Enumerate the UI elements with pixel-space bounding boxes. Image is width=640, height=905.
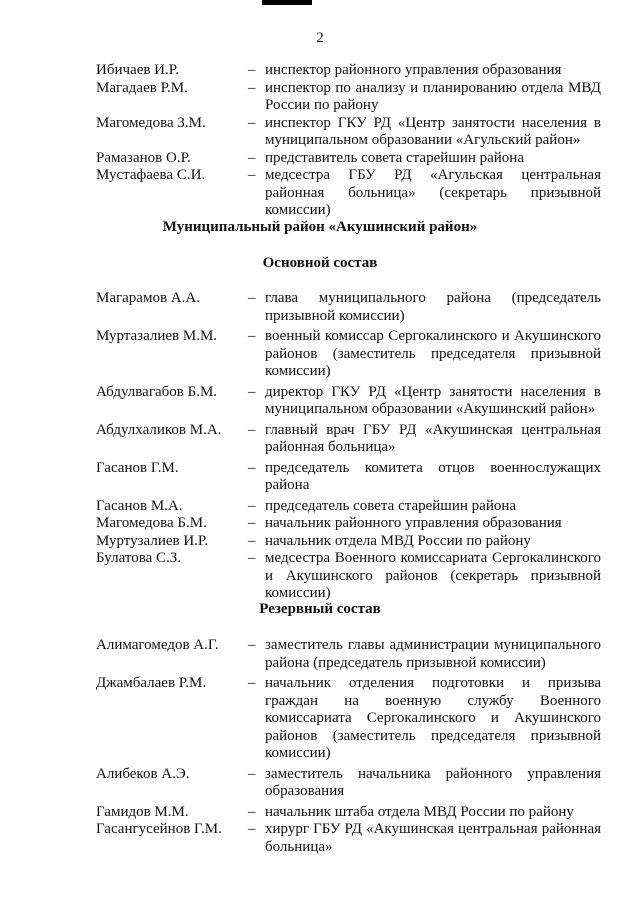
member-role: заместитель главы администрации муниципального района (председатель призывной комиссии) bbox=[265, 637, 601, 671]
member-name: Джамбалаев Р.М. bbox=[96, 675, 207, 691]
member-name: Муртузалиев И.Р. bbox=[96, 532, 209, 549]
main-composition-heading: Основной состав bbox=[262, 255, 378, 271]
member-name: Магадаев Р.М. bbox=[96, 79, 188, 96]
member-role: председатель совета старейшин района bbox=[265, 497, 517, 514]
member-name: Мустафаева С.И. bbox=[96, 167, 206, 183]
district-title: Муниципальный район «Акушинский район» bbox=[162, 219, 478, 235]
dash: – bbox=[248, 803, 256, 820]
section1-list bbox=[96, 62, 601, 220]
list-item bbox=[96, 167, 601, 220]
dash: – bbox=[248, 550, 256, 566]
list-item bbox=[96, 80, 601, 115]
list-item bbox=[96, 498, 601, 516]
dash: – bbox=[248, 515, 256, 531]
list-item bbox=[96, 384, 601, 419]
list-item bbox=[96, 290, 601, 325]
dash: – bbox=[248, 765, 256, 782]
member-name: Рамазанов О.Р. bbox=[96, 149, 191, 166]
list-item bbox=[96, 533, 601, 551]
member-role: медсестра ГБУ РД «Агульская центральная районная больница» (секретарь призывной комиссии) bbox=[265, 167, 601, 218]
dash: – bbox=[248, 821, 256, 837]
dash: – bbox=[248, 167, 256, 183]
member-role: инспектор районного управления образования bbox=[265, 62, 562, 78]
member-name: Абдулвагабов Б.М. bbox=[96, 383, 218, 400]
member-role: главный врач ГБУ РД «Акушинская центральная районная больница» bbox=[265, 421, 601, 455]
reserve-composition-list bbox=[96, 637, 601, 856]
list-item bbox=[96, 821, 601, 856]
list-item bbox=[96, 328, 601, 381]
dash: – bbox=[248, 79, 256, 96]
member-role: заместитель начальника районного управления образования bbox=[265, 765, 601, 799]
dash: – bbox=[248, 383, 256, 400]
main-composition-list bbox=[96, 290, 601, 603]
member-name: Абдулхаликов М.А. bbox=[96, 421, 222, 438]
member-name: Магомедова Б.М. bbox=[96, 515, 207, 531]
list-item bbox=[96, 62, 601, 80]
dash: – bbox=[248, 421, 256, 438]
list-item bbox=[96, 460, 601, 495]
member-name: Муртазалиев М.М. bbox=[96, 328, 218, 344]
dash: – bbox=[248, 62, 256, 78]
member-name: Гасанов Г.М. bbox=[96, 459, 179, 476]
list-item bbox=[96, 515, 601, 533]
member-role: хирург ГБУ РД «Акушинская центральная районная больница» bbox=[265, 821, 601, 855]
reserve-composition-heading: Резервный состав bbox=[259, 601, 381, 617]
member-name: Алимагомедов А.Г. bbox=[96, 637, 219, 653]
page-number: 2 bbox=[316, 30, 324, 46]
list-item bbox=[96, 766, 601, 801]
list-item bbox=[96, 550, 601, 603]
list-item bbox=[96, 150, 601, 168]
list-item bbox=[96, 637, 601, 672]
member-role: начальник штаба отдела МВД России по району bbox=[265, 803, 574, 820]
dash: – bbox=[248, 497, 256, 514]
scan-mark bbox=[262, 0, 312, 5]
member-role: директор ГКУ РД «Центр занятости населения в муниципальном образовании «Акушинский район» bbox=[265, 383, 601, 417]
member-name: Алибеков А.Э. bbox=[96, 765, 190, 782]
list-item bbox=[96, 422, 601, 457]
list-item bbox=[96, 804, 601, 822]
dash: – bbox=[248, 675, 256, 691]
member-role: представитель совета старейшин района bbox=[265, 149, 524, 166]
member-role: глава муниципального района (председатель призывной комиссии) bbox=[265, 290, 601, 324]
dash: – bbox=[248, 149, 256, 166]
member-role: председатель комитета отцов военнослужащих района bbox=[265, 459, 601, 493]
list-item bbox=[96, 115, 601, 150]
member-name: Магомедова З.М. bbox=[96, 114, 206, 131]
member-name: Булатова С.З. bbox=[96, 550, 182, 566]
member-role: начальник отделения подготовки и призыва граждан на военную службу Военного комиссариата Сергокалинского и Акушинского районов (заместитель председателя призывной комиссии) bbox=[265, 675, 601, 761]
member-role: инспектор ГКУ РД «Центр занятости населения в муниципальном образовании «Агульский район» bbox=[265, 114, 601, 148]
member-role: инспектор по анализу и планированию отдела МВД России по району bbox=[265, 79, 601, 113]
dash: – bbox=[248, 637, 256, 653]
member-name: Ибичаев И.Р. bbox=[96, 62, 179, 78]
member-role: военный комиссар Сергокалинского и Акушинского районов (заместитель председателя призывной комиссии) bbox=[265, 328, 601, 379]
member-name: Гамидов М.М. bbox=[96, 803, 189, 820]
member-role: медсестра Военного комиссариата Сергокалинского и Акушинского районов (секретарь призывной комиссии) bbox=[265, 550, 601, 601]
member-role: начальник отдела МВД России по району bbox=[265, 532, 531, 549]
dash: – bbox=[248, 459, 256, 476]
member-name: Гасангусейнов Г.М. bbox=[96, 821, 222, 837]
member-name: Гасанов М.А. bbox=[96, 497, 183, 514]
dash: – bbox=[248, 532, 256, 549]
dash: – bbox=[248, 114, 256, 131]
dash: – bbox=[248, 290, 256, 306]
member-name: Магарамов А.А. bbox=[96, 290, 200, 306]
member-role: начальник районного управления образования bbox=[265, 515, 562, 531]
list-item bbox=[96, 675, 601, 763]
dash: – bbox=[248, 328, 256, 344]
